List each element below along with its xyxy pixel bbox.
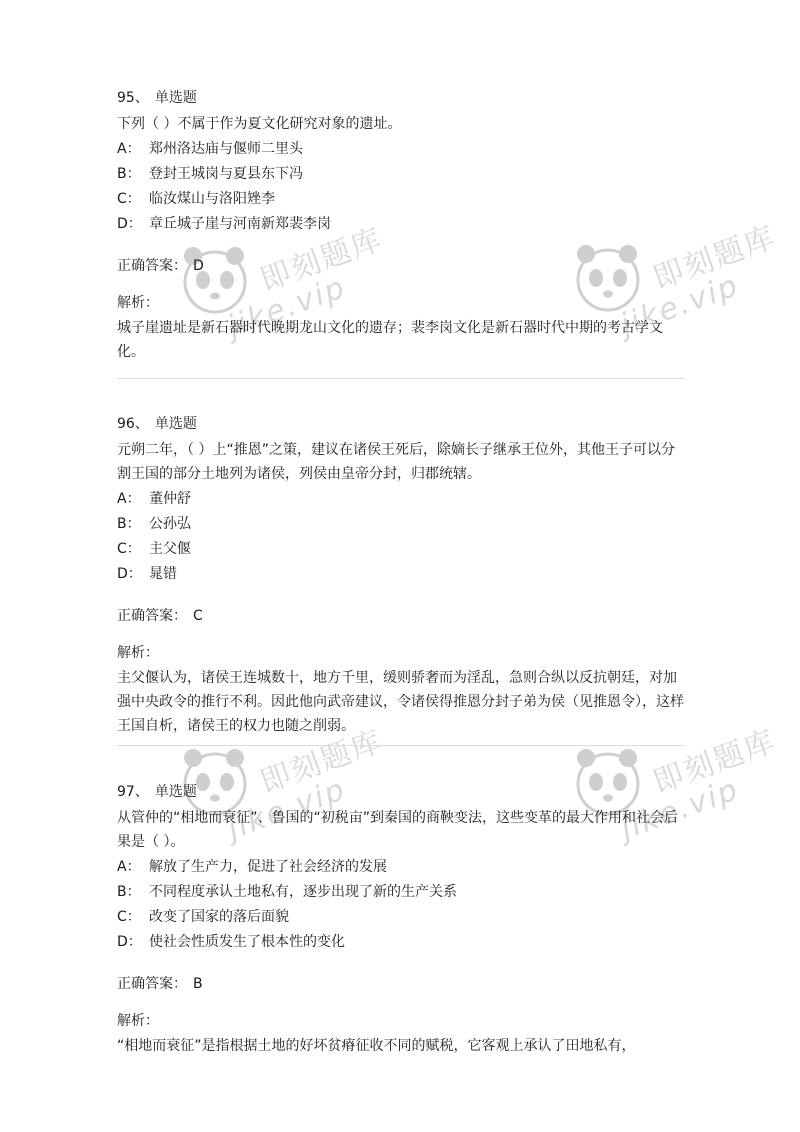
correct-answer (117, 606, 687, 626)
options-list (117, 137, 687, 237)
option-text: 章丘城子崖与河南新郑裴李岗 (149, 216, 331, 232)
option-a (117, 137, 687, 162)
option-text: 董仲舒 (149, 491, 191, 507)
option-text: 公孙弘 (149, 516, 191, 532)
answer-value: D (193, 258, 204, 274)
analysis-label: 解析： (117, 1013, 159, 1029)
option-letter: C： (117, 909, 141, 925)
option-c (117, 537, 687, 562)
question-header (117, 88, 687, 108)
option-letter: C： (117, 541, 141, 557)
analysis-text: 城子崖遗址是新石器时代晚期龙山文化的遗存；裴李岗文化是新石器时代中期的考古学文化。 (117, 320, 663, 360)
watermark-text: 即刻题库 (255, 221, 388, 299)
question-type: 单选题 (154, 90, 197, 106)
option-b (117, 512, 687, 537)
watermark-url: jike.vip (616, 267, 744, 343)
option-letter: B： (117, 884, 141, 900)
option-text: 使社会性质发生了根本性的变化 (149, 934, 345, 950)
option-letter: D： (117, 216, 142, 232)
option-text: 临汝煤山与洛阳矬李 (149, 191, 275, 207)
option-letter: B： (117, 166, 141, 182)
question-stem: 元朔二年，（ ）上“推恩”之策，建议在诸侯王死后，除嫡长子继承王位外，其他王子可以分割王国的部分土地列为诸侯，列侯由皇帝分封，归郡统辖。 (117, 442, 675, 482)
question-number: 95、 (117, 90, 149, 106)
option-c (117, 905, 687, 930)
divider (117, 745, 685, 746)
option-letter: D： (117, 566, 142, 582)
divider (117, 378, 685, 379)
answer-value: B (193, 976, 203, 992)
question-stem: 从管仲的“相地而衰征”、鲁国的“初税亩”到秦国的商鞅变法，这些变革的最大作用和社会后果是（ ）。 (117, 810, 679, 850)
answer-label: 正确答案： (117, 608, 187, 624)
option-letter: A： (117, 141, 141, 157)
analysis-label: 解析： (117, 295, 159, 311)
option-text: 不同程度承认土地私有，逐步出现了新的生产关系 (149, 884, 457, 900)
question-type: 单选题 (154, 784, 197, 800)
analysis-text: “相地而衰征”是指根据土地的好坏贫瘠征收不同的赋税，它客观上承认了田地私有， (117, 1038, 636, 1054)
option-text: 登封王城岗与夏县东下冯 (149, 166, 303, 182)
option-letter: A： (117, 491, 141, 507)
options-list (117, 487, 687, 587)
option-letter: C： (117, 191, 141, 207)
watermark-text: 即刻题库 (648, 219, 781, 297)
answer-label: 正确答案： (117, 976, 187, 992)
option-text: 主父偃 (149, 541, 191, 557)
option-c (117, 187, 687, 212)
question-95 (117, 88, 687, 364)
option-text: 郑州洛达庙与偃师二里头 (149, 141, 303, 157)
answer-value: C (193, 608, 203, 624)
option-text: 晁错 (149, 566, 177, 582)
option-a (117, 487, 687, 512)
option-letter: A： (117, 859, 141, 875)
option-b (117, 162, 687, 187)
option-d (117, 930, 687, 955)
question-stem: 下列（ ）不属于作为夏文化研究对象的遗址。 (117, 116, 402, 132)
watermark-url: jike.vip (616, 771, 744, 847)
question-header (117, 414, 687, 434)
question-number: 96、 (117, 416, 149, 432)
watermark-url: jike.vip (223, 269, 351, 345)
question-96 (117, 414, 687, 738)
question-header (117, 782, 687, 802)
watermark-text: 即刻题库 (648, 723, 781, 801)
watermark-url: jike.vip (223, 771, 351, 847)
option-letter: B： (117, 516, 141, 532)
option-d (117, 212, 687, 237)
correct-answer (117, 974, 687, 994)
option-text: 解放了生产力，促进了社会经济的发展 (149, 859, 387, 875)
option-d (117, 562, 687, 587)
question-number: 97、 (117, 784, 149, 800)
option-b (117, 880, 687, 905)
answer-label: 正确答案： (117, 258, 187, 274)
question-97 (117, 782, 687, 1058)
analysis-label: 解析： (117, 645, 159, 661)
option-a (117, 855, 687, 880)
analysis-text: 主父偃认为，诸侯王连城数十，地方千里，缓则骄奢而为淫乱，急则合纵以反抗朝廷，对加强中央政令的推行不利。因此他向武帝建议，令诸侯得推恩分封子弟为侯（见推恩令），这样王国自析，诸侯王的权力也随之削弱。 (117, 670, 684, 734)
option-text: 改变了国家的落后面貌 (149, 909, 289, 925)
options-list (117, 855, 687, 955)
question-type: 单选题 (154, 416, 197, 432)
watermark-text: 即刻题库 (255, 723, 388, 801)
option-letter: D： (117, 934, 142, 950)
correct-answer (117, 256, 687, 276)
